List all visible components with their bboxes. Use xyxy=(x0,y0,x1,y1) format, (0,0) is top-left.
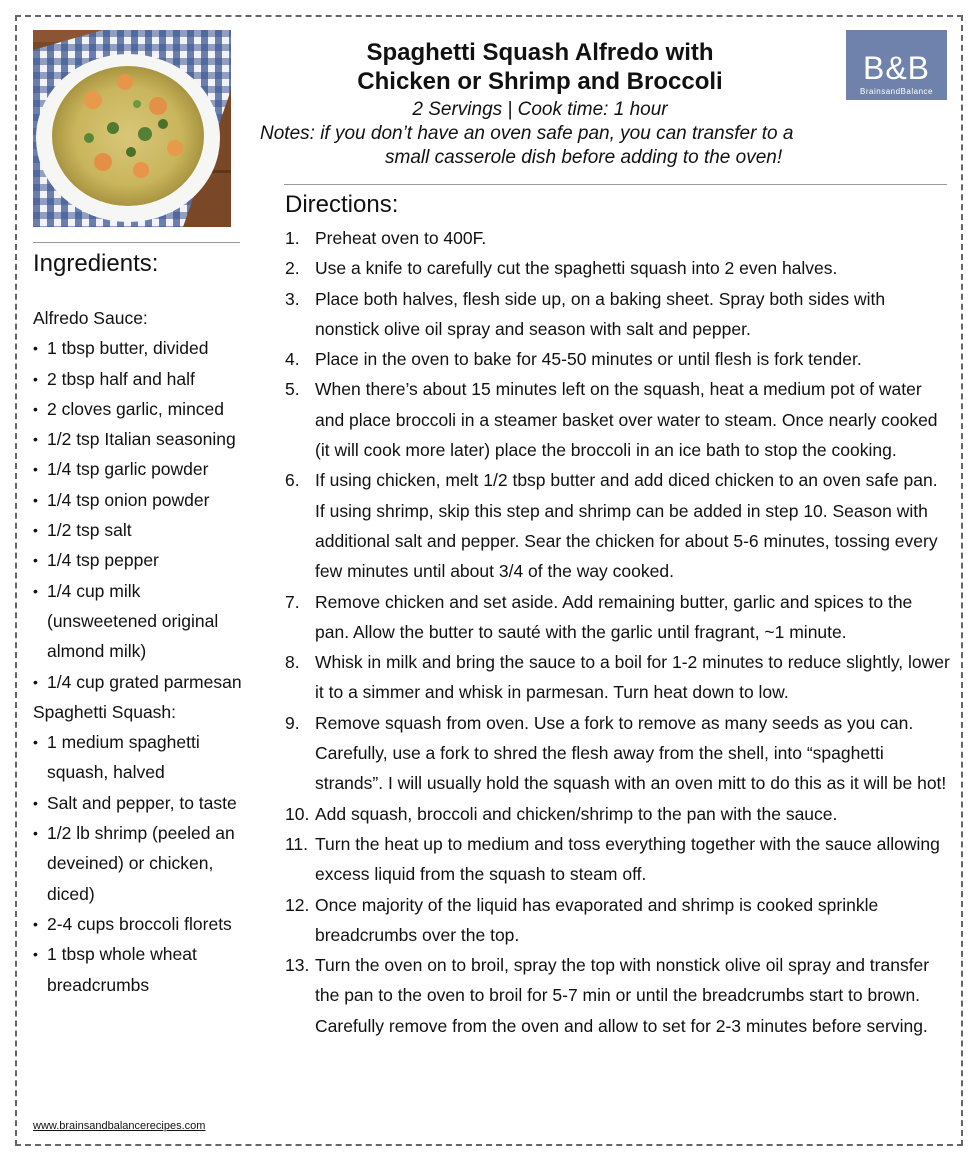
step-number: 3. xyxy=(285,288,300,309)
direction-step xyxy=(285,344,950,374)
recipe-notes xyxy=(260,122,860,170)
brand-logo xyxy=(846,30,947,100)
recipe-title xyxy=(260,38,820,96)
direction-step xyxy=(285,647,950,708)
step-text: Turn the heat up to medium and toss everything together with the sauce allowing excess liquid from the squash to steam off. xyxy=(315,833,940,885)
step-text: Place both halves, flesh side up, on a baking sheet. Spray both sides with nonstick olive oil spray and season with salt and pepper. xyxy=(315,288,886,339)
logo-subtitle: BrainsandBalance xyxy=(860,87,933,96)
list-item: • Salt and pepper, to taste xyxy=(33,788,248,818)
step-text: Remove chicken and set aside. Add remaining butter, garlic and spices to the pan. Allow the butter to sauté with the garlic until fragrant, ~1 minute. xyxy=(315,591,913,642)
direction-step xyxy=(285,708,950,799)
step-text: When there’s about 15 minutes left on the squash, heat a medium pot of water and place broccoli in a steamer basket over water to steam. Once nearly cooked (it will cook more later) place the broccoli in an ice bath to stop the cooking. xyxy=(315,379,938,461)
alfredo-sauce-list xyxy=(33,333,248,697)
list-item: • 1 medium spaghetti squash, halved xyxy=(33,727,248,788)
direction-step xyxy=(285,587,950,648)
step-number: 4. xyxy=(285,349,300,370)
website-link[interactable]: www.brainsandbalancerecipes.com xyxy=(33,1120,206,1132)
step-number: 9. xyxy=(285,712,300,733)
step-number: 8. xyxy=(285,652,300,673)
step-number: 5. xyxy=(285,379,300,400)
list-item: • 1/4 tsp pepper xyxy=(33,545,248,575)
direction-step xyxy=(285,950,950,1041)
dish-illustration xyxy=(33,30,231,227)
list-item: • 1 tbsp butter, divided xyxy=(33,333,248,363)
ingredients-divider xyxy=(33,242,240,243)
step-text: Turn the oven on to broil, spray the top with nonstick olive oil spray and transfer the pan to the oven to broil for 5-7 min or until the breadcrumbs start to brown. Carefully remove from the oven and allow to set for 2-3 minutes before serving. xyxy=(315,955,930,1036)
recipe-servings: 2 Servings | Cook time: 1 hour xyxy=(412,99,668,120)
list-item: • 1/4 cup milk (unsweetened original almond milk) xyxy=(33,576,248,667)
recipe-title-line-2: Chicken or Shrimp and Broccoli xyxy=(357,68,723,95)
step-text: If using chicken, melt 1/2 tbsp butter and add diced chicken to an oven safe pan. If using shrimp, skip this step and shrimp can be added in step 10. Season with additional salt and pepper. Sear the chicken for about 5-6 minutes, tossing every few minutes until about 3/4 of the way cooked. xyxy=(315,470,938,582)
step-text: Preheat oven to 400F. xyxy=(315,228,487,248)
list-item: • 1/2 tsp Italian seasoning xyxy=(33,424,248,454)
direction-step xyxy=(285,799,950,829)
spaghetti-squash-list xyxy=(33,727,248,1000)
list-item: • 1/2 lb shrimp (peeled an deveined) or chicken, diced) xyxy=(33,818,248,909)
step-number: 7. xyxy=(285,591,300,612)
recipe-notes-line-2: small casserole dish before adding to the oven! xyxy=(385,147,783,168)
direction-step xyxy=(285,253,950,283)
ingredients-heading: Ingredients: xyxy=(33,250,159,277)
step-number: 6. xyxy=(285,470,300,491)
step-text: Once majority of the liquid has evaporated and shrimp is cooked sprinkle breadcrumbs over the top. xyxy=(315,894,879,945)
recipe-photo xyxy=(33,30,231,227)
direction-step xyxy=(285,223,950,253)
direction-step xyxy=(285,374,950,465)
step-number: 10. xyxy=(285,803,310,824)
directions-heading: Directions: xyxy=(285,191,399,218)
step-text: Use a knife to carefully cut the spaghetti squash into 2 even halves. xyxy=(315,258,838,279)
ingredients-list xyxy=(33,303,248,1000)
step-text: Place in the oven to bake for 45-50 minutes or until flesh is fork tender. xyxy=(315,349,862,370)
step-number: 11. xyxy=(285,833,309,854)
step-number: 12. xyxy=(285,894,310,915)
step-text: Remove squash from oven. Use a fork to remove as many seeds as you can. Carefully, use a fork to shred the flesh away from the shell, into “spaghetti strands”. I will usually hold the squash with an oven mitt to do this as it will be hot! xyxy=(315,712,947,794)
list-item: • 1/4 cup grated parmesan xyxy=(33,667,248,697)
list-item: • 1/4 tsp garlic powder xyxy=(33,454,248,484)
step-text: Whisk in milk and bring the sauce to a boil for 1-2 minutes to reduce slightly, lower it to a simmer and whisk in parmesan. Turn heat down to low. xyxy=(315,652,950,703)
recipe-notes-line-1: Notes: if you don’t have an oven safe pan, you can transfer to a xyxy=(260,123,794,144)
step-number: 13. xyxy=(285,955,310,976)
recipe-title-line-1: Spaghetti Squash Alfredo with xyxy=(366,39,714,66)
step-number: 1. xyxy=(285,228,300,248)
list-item: • 1/2 tsp salt xyxy=(33,515,248,545)
step-number: 2. xyxy=(285,258,300,279)
list-item: • 1/4 tsp onion powder xyxy=(33,485,248,515)
directions-list xyxy=(285,223,950,1041)
directions-divider xyxy=(284,184,947,185)
list-item: • 2 cloves garlic, minced xyxy=(33,394,248,424)
list-item: • 2 tbsp half and half xyxy=(33,364,248,394)
direction-step xyxy=(285,465,950,586)
direction-step xyxy=(285,890,950,951)
ingredient-section-title: Spaghetti Squash: xyxy=(33,701,177,722)
list-item: • 1 tbsp whole wheat breadcrumbs xyxy=(33,939,248,1000)
direction-step xyxy=(285,284,950,345)
logo-main-text: B&B xyxy=(862,50,931,86)
list-item: • 2-4 cups broccoli florets xyxy=(33,909,248,939)
direction-step xyxy=(285,829,950,890)
ingredient-section-title: Alfredo Sauce: xyxy=(33,308,148,328)
step-text: Add squash, broccoli and chicken/shrimp to the pan with the sauce. xyxy=(315,803,838,824)
